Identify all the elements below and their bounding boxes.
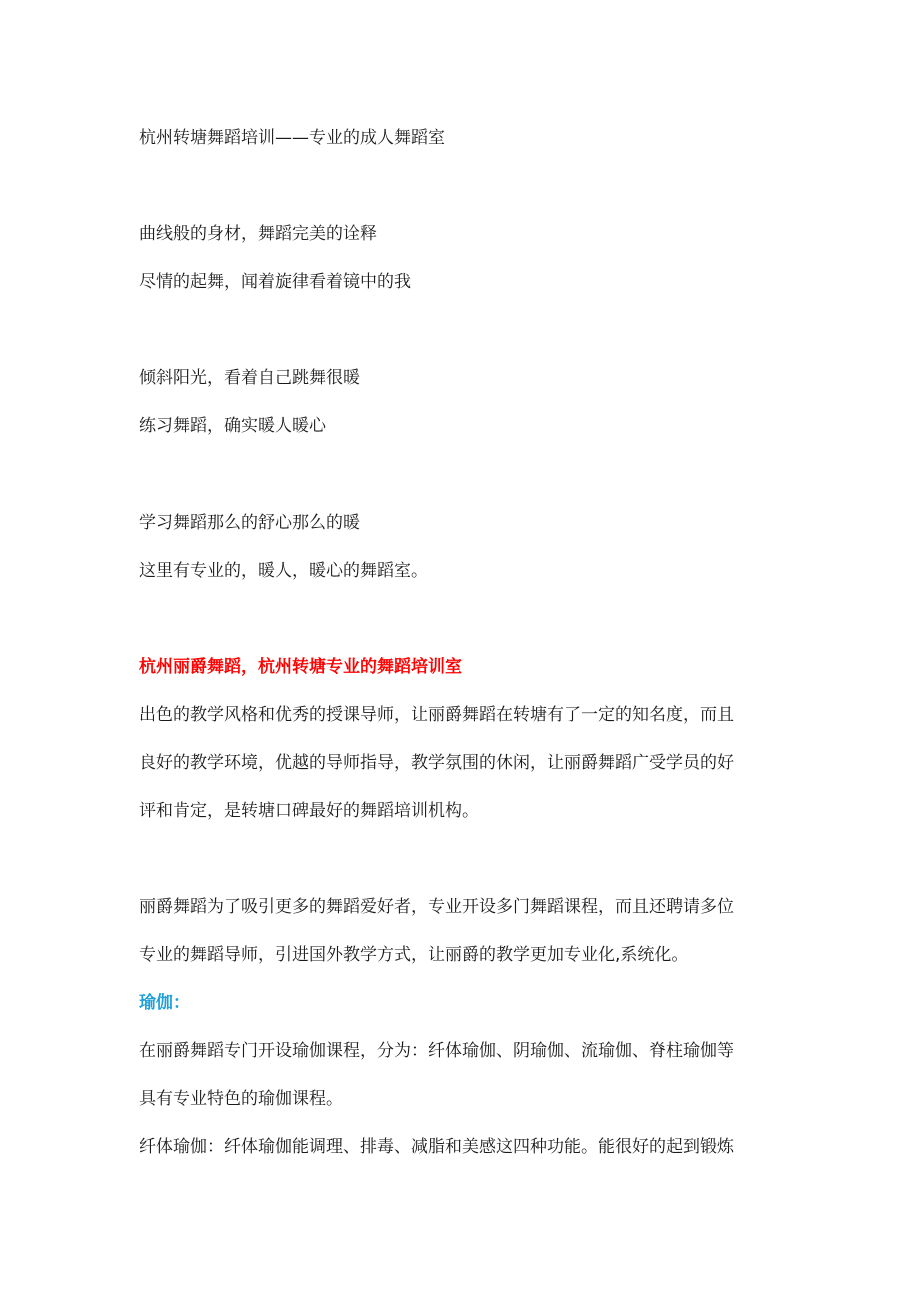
paragraph2-line-2: 专业的舞蹈导师，引进国外教学方式，让丽爵的教学更加专业化,系统化。 [139,945,689,965]
paragraph2-line-1: 丽爵舞蹈为了吸引更多的舞蹈爱好者，专业开设多门舞蹈课程，而且还聘请多位 [139,897,734,917]
poem-line-2: 尽情的起舞，闻着旋律看着镜中的我 [139,272,411,292]
poem-line-5: 学习舞蹈那么的舒心那么的暖 [139,513,360,533]
paragraph1-line-1: 出色的教学风格和优秀的授课导师，让丽爵舞蹈在转塘有了一定的知名度，而且 [139,705,734,725]
document-title: 杭州转塘舞蹈培训——专业的成人舞蹈室 [139,128,445,148]
poem-line-4: 练习舞蹈，确实暖人暖心 [139,416,326,436]
paragraph3-line-2: 具有专业特色的瑜伽课程。 [139,1089,343,1109]
paragraph1-line-2: 良好的教学环境，优越的导师指导，教学氛围的休闲，让丽爵舞蹈广受学员的好 [139,753,734,773]
poem-line-6: 这里有专业的，暖人，暖心的舞蹈室。 [139,561,428,581]
paragraph1-line-3: 评和肯定，是转塘口碑最好的舞蹈培训机构。 [139,801,479,821]
section-heading: 杭州丽爵舞蹈，杭州转塘专业的舞蹈培训室 [139,657,462,677]
poem-line-1: 曲线般的身材，舞蹈完美的诠释 [139,224,377,244]
paragraph3-line-1: 在丽爵舞蹈专门开设瑜伽课程，分为：纤体瑜伽、阴瑜伽、流瑜伽、脊柱瑜伽等 [139,1041,734,1061]
paragraph4-line-1: 纤体瑜伽：纤体瑜伽能调理、排毒、减脂和美感这四种功能。能很好的起到锻炼 [139,1137,734,1157]
yoga-heading: 瑜伽： [139,993,190,1013]
poem-line-3: 倾斜阳光，看着自己跳舞很暖 [139,368,360,388]
